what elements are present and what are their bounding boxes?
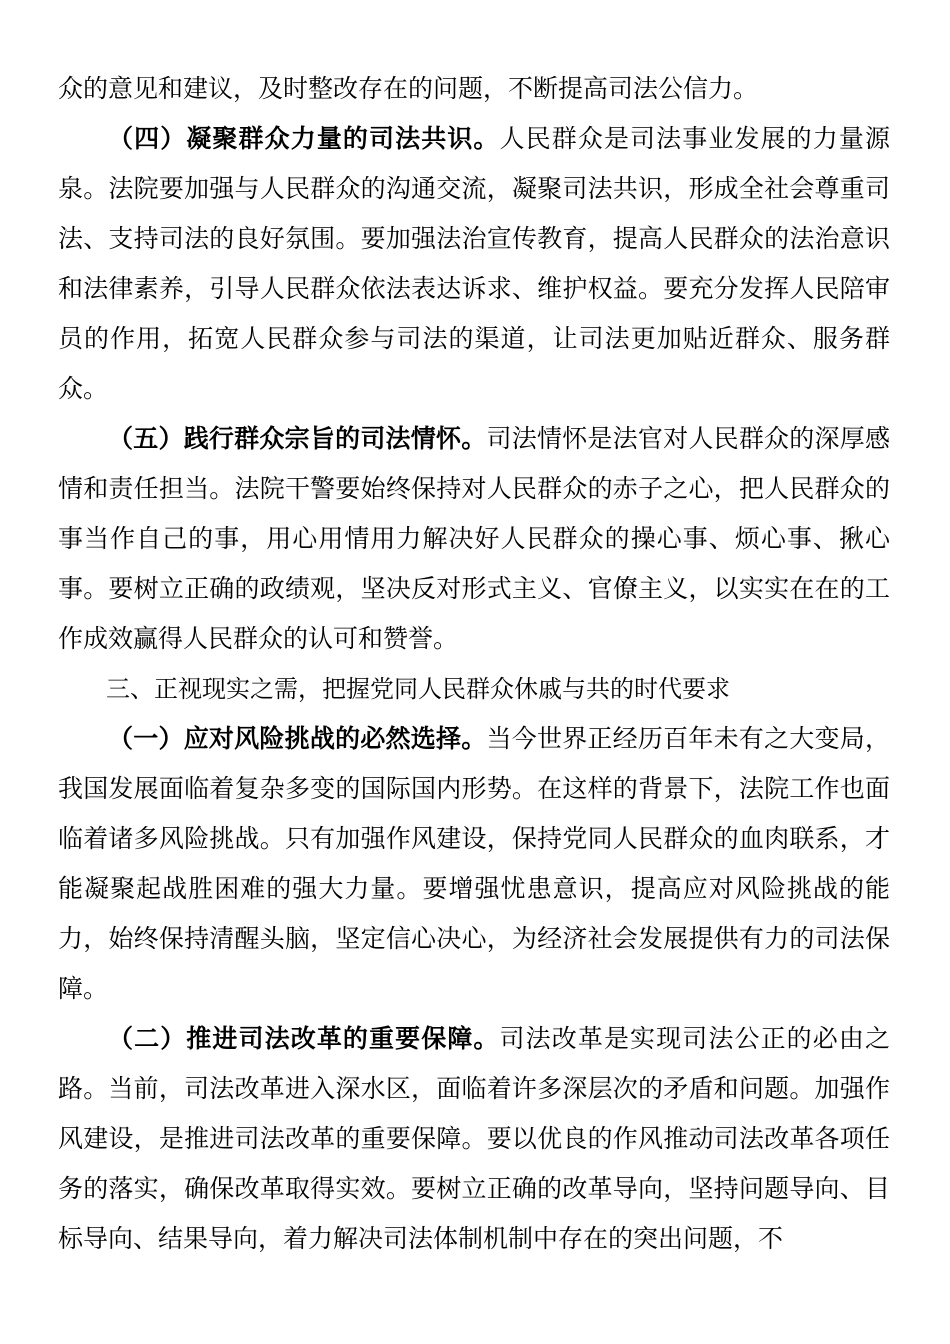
paragraph-section-2 <box>58 1014 890 1264</box>
paragraph-continuation <box>58 64 890 114</box>
paragraph-text: 当今世界正经历百年未有之大变局，我国发展面临着复杂多变的国际国内形势。在这样的背景下，法院工作也面临着诸多风险挑战。只有加强作风建设，保持党同人民群众的血肉联系，才能凝聚起战胜困难的强大力量。要增强忧患意识，提高应对风险挑战的能力，始终保持清醒头脑，坚定信心决心，为经济社会发展提供有力的司法保障。 <box>58 724 890 1003</box>
paragraph-text: 人民群众是司法事业发展的力量源泉。法院要加强与人民群众的沟通交流，凝聚司法共识，形成全社会尊重司法、支持司法的良好氛围。要加强法治宣传教育，提高人民群众的法治意识和法律素养，引导人民群众依法表达诉求、维护权益。要充分发挥人民陪审员的作用，拓宽人民群众参与司法的渠道，让司法更加贴近群众、服务群众。 <box>58 124 890 403</box>
section-heading-3 <box>58 664 890 714</box>
paragraph-text: 众的意见和建议，及时整改存在的问题，不断提高司法公信力。 <box>58 74 759 103</box>
heading-text: 三、正视现实之需，把握党同人民群众休戚与共的时代要求 <box>106 675 730 703</box>
paragraph-lead: （一）应对风险挑战的必然选择。 <box>108 724 487 753</box>
paragraph-section-5 <box>58 414 890 664</box>
paragraph-text: 司法改革是实现司法公正的必由之路。当前，司法改革进入深水区，面临着许多深层次的矛盾和问题。加强作风建设，是推进司法改革的重要保障。要以优良的作风推动司法改革各项任务的落实，确保改革取得实效。要树立正确的改革导向，坚持问题导向、目标导向、结果导向，着力解决司法体制机制中存在的突出问题，不 <box>58 1024 890 1253</box>
paragraph-lead: （四）凝聚群众力量的司法共识。 <box>108 124 500 153</box>
paragraph-section-4 <box>58 114 890 414</box>
document-body <box>58 64 890 1264</box>
paragraph-lead: （二）推进司法改革的重要保障。 <box>108 1024 500 1053</box>
paragraph-lead: （五）践行群众宗旨的司法情怀。 <box>108 424 487 453</box>
paragraph-text: 司法情怀是法官对人民群众的深厚感情和责任担当。法院干警要始终保持对人民群众的赤子之心，把人民群众的事当作自己的事，用心用情用力解决好人民群众的操心事、烦心事、揪心事。要树立正确的政绩观，坚决反对形式主义、官僚主义，以实实在在的工作成效赢得人民群众的认可和赞誉。 <box>58 424 890 653</box>
paragraph-section-1 <box>58 714 890 1014</box>
